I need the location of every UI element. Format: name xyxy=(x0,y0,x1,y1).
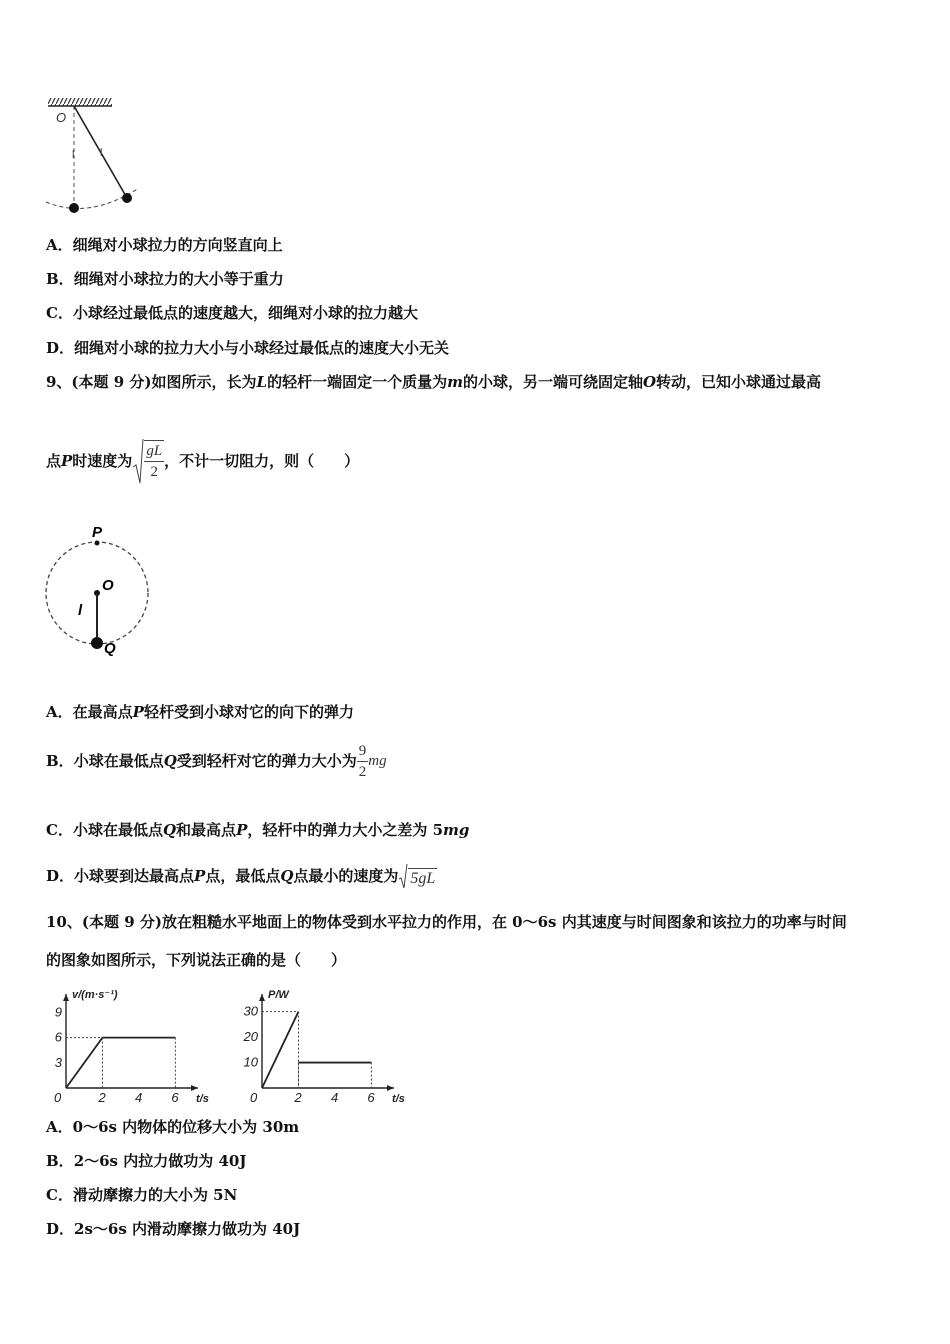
v-chart-y-tick-3: 3 xyxy=(54,1054,62,1070)
p-chart-y-tick-30: 30 xyxy=(243,1003,258,1019)
q8-option-b[interactable]: B．细绳对小球拉力的大小等于重力 xyxy=(46,270,284,288)
rod-circle-figure xyxy=(44,520,156,660)
sqrt-5gl: 5gL xyxy=(398,863,437,889)
v-chart-x-arrow xyxy=(191,1085,198,1091)
q10-option-d[interactable]: D．2s～6s 内滑动摩擦力做功为 40J xyxy=(46,1220,301,1238)
p-chart-x-tick-6: 6 xyxy=(367,1090,375,1105)
q10-option-b[interactable]: B．2～6s 内拉力做功为 40J xyxy=(46,1152,247,1170)
pivot-label: O xyxy=(56,110,67,125)
p-chart-origin-label: 0 xyxy=(250,1090,258,1105)
v-chart-y-tick-6: 6 xyxy=(54,1029,62,1045)
p-chart-y-tick-10: 10 xyxy=(243,1054,258,1070)
q9-stem-line2: 点 P 时速度为 $\frac{gL}{2}$ ，不计一切阻力，则（ ） xyxy=(46,436,359,486)
p-chart-y-tick-20: 20 xyxy=(243,1029,258,1045)
v-chart-y-tick-9: 9 xyxy=(54,1004,62,1020)
p-chart-x-tick-2: 2 xyxy=(294,1090,302,1105)
q10-option-a[interactable]: A．0～6s 内物体的位移大小为 30m xyxy=(46,1118,300,1136)
p-chart-y-arrow xyxy=(259,994,265,1001)
v-chart-x-tick-6: 6 xyxy=(171,1090,179,1105)
q9-option-b[interactable]: B． 小球在最低点 Q 受到轻杆对它的弹力大小为 $\frac{9}{2}$ mg xyxy=(46,742,387,780)
p-chart-y-label: P/W xyxy=(268,989,289,1001)
rod-length-label: l xyxy=(78,602,83,619)
q8-option-a[interactable]: A．细绳对小球拉力的方向竖直向上 xyxy=(46,236,283,254)
v-chart-series-line-0 xyxy=(66,1038,175,1088)
v-chart-x-tick-2: 2 xyxy=(98,1090,106,1105)
q10-option-c[interactable]: C．滑动摩擦力的大小为 5N xyxy=(46,1186,238,1204)
point-p-label: P xyxy=(92,524,103,541)
p-chart-series-line-0 xyxy=(262,1012,298,1088)
v-chart-origin-label: 0 xyxy=(54,1090,62,1105)
q9-option-d[interactable]: D． 小球要到达最高点 P 点，最低点 Q 点最小的速度为 5gL xyxy=(46,858,437,894)
v-chart-y-arrow xyxy=(63,994,69,1001)
fraction-nine-halves: $\frac{9}{2}$ xyxy=(358,742,367,780)
v-chart-x-label: t/s xyxy=(196,1093,209,1105)
q9-stem-line1: 9、(本题 9 分)如图所示，长为L的轻杆一端固定一个质量为m的小球，另一端可绕固定轴O转动，已知小球通过最高 xyxy=(46,373,822,391)
point-o-label: O xyxy=(102,577,114,594)
p-chart-x-arrow xyxy=(387,1085,394,1091)
q10-stem-line2: 的图象如图所示，下列说法正确的是（ ） xyxy=(46,951,347,969)
pendulum-figure xyxy=(44,96,144,216)
string-label-left: l xyxy=(72,149,75,161)
point-q-label: Q xyxy=(104,640,116,657)
q10-stem-line1: 10、(本题 9 分)放在粗糙水平地面上的物体受到水平拉力的作用，在 0～6s 内其速度与时间图象和该拉力的功率与时间 xyxy=(46,913,847,931)
q8-option-c[interactable]: C．小球经过最低点的速度越大，细绳对小球的拉力越大 xyxy=(46,304,418,322)
string-label-right: l xyxy=(100,147,103,159)
v-chart-x-tick-4: 4 xyxy=(134,1090,143,1105)
v-chart-y-label: v/(m·s⁻¹) xyxy=(72,989,118,1001)
sqrt-expression: $\frac{gL}{2}$ xyxy=(132,437,164,485)
velocity-time-chart xyxy=(44,984,224,1104)
p-chart-x-label: t/s xyxy=(392,1093,405,1105)
q9-option-a[interactable]: A．在最高点P轻杆受到小球对它的向下的弹力 xyxy=(46,703,354,721)
p-chart-x-tick-4: 4 xyxy=(330,1090,339,1105)
power-time-chart xyxy=(240,984,420,1104)
q9-option-c[interactable]: C．小球在最低点Q和最高点P，轻杆中的弹力大小之差为 5mg xyxy=(46,821,470,839)
q8-option-d[interactable]: D．细绳对小球的拉力大小与小球经过最低点的速度大小无关 xyxy=(46,339,450,357)
